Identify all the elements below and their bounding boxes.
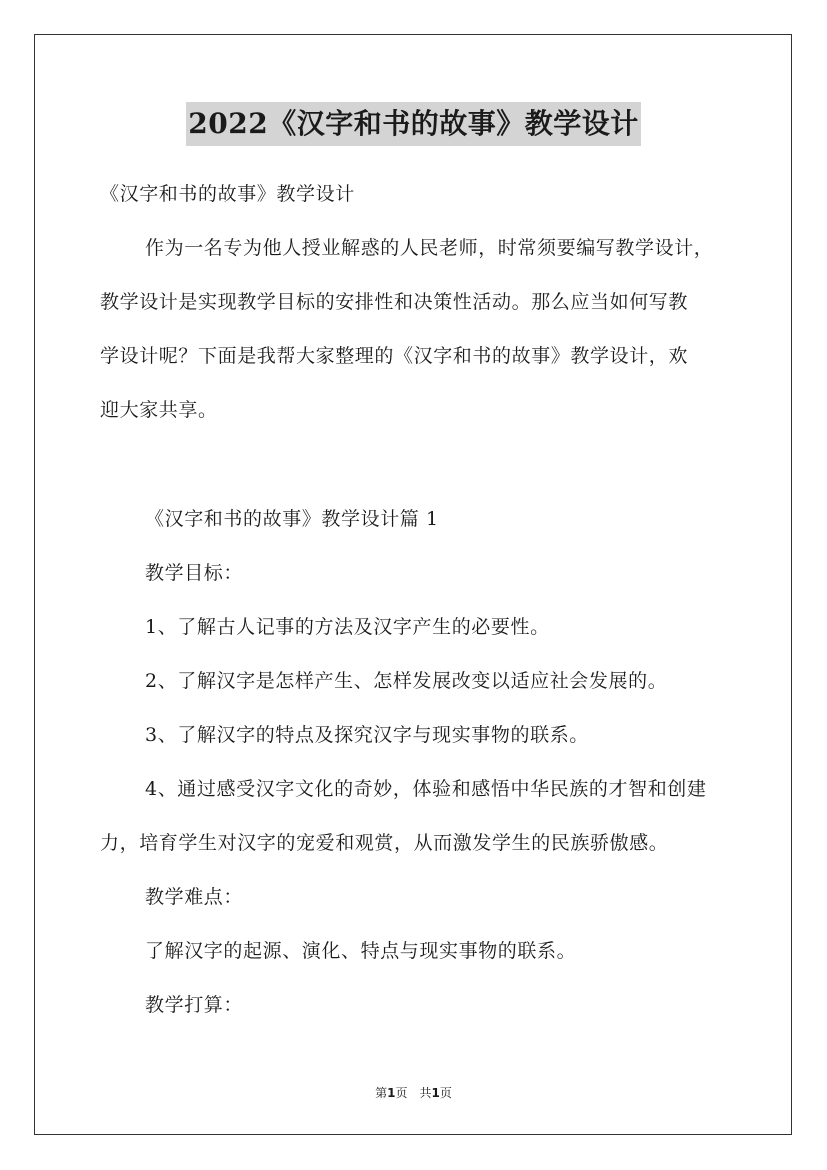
goal-item-3: 3、了解汉字的特点及探究汉字与现实事物的联系。 bbox=[145, 724, 589, 746]
difficulty-text: 了解汉字的起源、演化、特点与现实事物的联系。 bbox=[145, 940, 577, 962]
title-container bbox=[0, 102, 827, 146]
footer-page-number: 1 bbox=[387, 1086, 396, 1100]
footer-suffix: 页 bbox=[439, 1086, 452, 1100]
intro-line-4: 迎大家共享。 bbox=[100, 399, 218, 421]
footer-prefix: 第 bbox=[375, 1086, 388, 1100]
intro-line-1: 作为一名专为他人授业解惑的人民老师，时常须要编写教学设计， bbox=[145, 237, 714, 259]
section-title: 《汉字和书的故事》教学设计篇 1 bbox=[145, 508, 439, 530]
footer-total-pages: 1 bbox=[431, 1086, 440, 1100]
goals-heading: 教学目标： bbox=[145, 562, 244, 584]
page-title: 2022《汉字和书的故事》教学设计 bbox=[186, 102, 640, 146]
subtitle: 《汉字和书的故事》教学设计 bbox=[100, 183, 355, 205]
plan-heading: 教学打算： bbox=[145, 994, 244, 1016]
intro-line-2: 教学设计是实现教学目标的安排性和决策性活动。那么应当如何写教 bbox=[100, 291, 689, 313]
goal-item-2: 2、了解汉字是怎样产生、怎样发展改变以适应社会发展的。 bbox=[145, 670, 668, 692]
difficulty-heading: 教学难点： bbox=[145, 886, 244, 908]
footer-mid: 页 共 bbox=[395, 1086, 432, 1100]
goal-item-4-continued: 力，培育学生对汉字的宠爱和观赏，从而激发学生的民族骄傲感。 bbox=[100, 832, 669, 854]
page-footer bbox=[0, 1084, 827, 1101]
goal-item-1: 1、了解古人记事的方法及汉字产生的必要性。 bbox=[145, 616, 550, 638]
goal-item-4: 4、通过感受汉字文化的奇妙，体验和感悟中华民族的才智和创建 bbox=[145, 778, 707, 800]
intro-line-3: 学设计呢？下面是我帮大家整理的《汉字和书的故事》教学设计，欢 bbox=[100, 345, 689, 367]
